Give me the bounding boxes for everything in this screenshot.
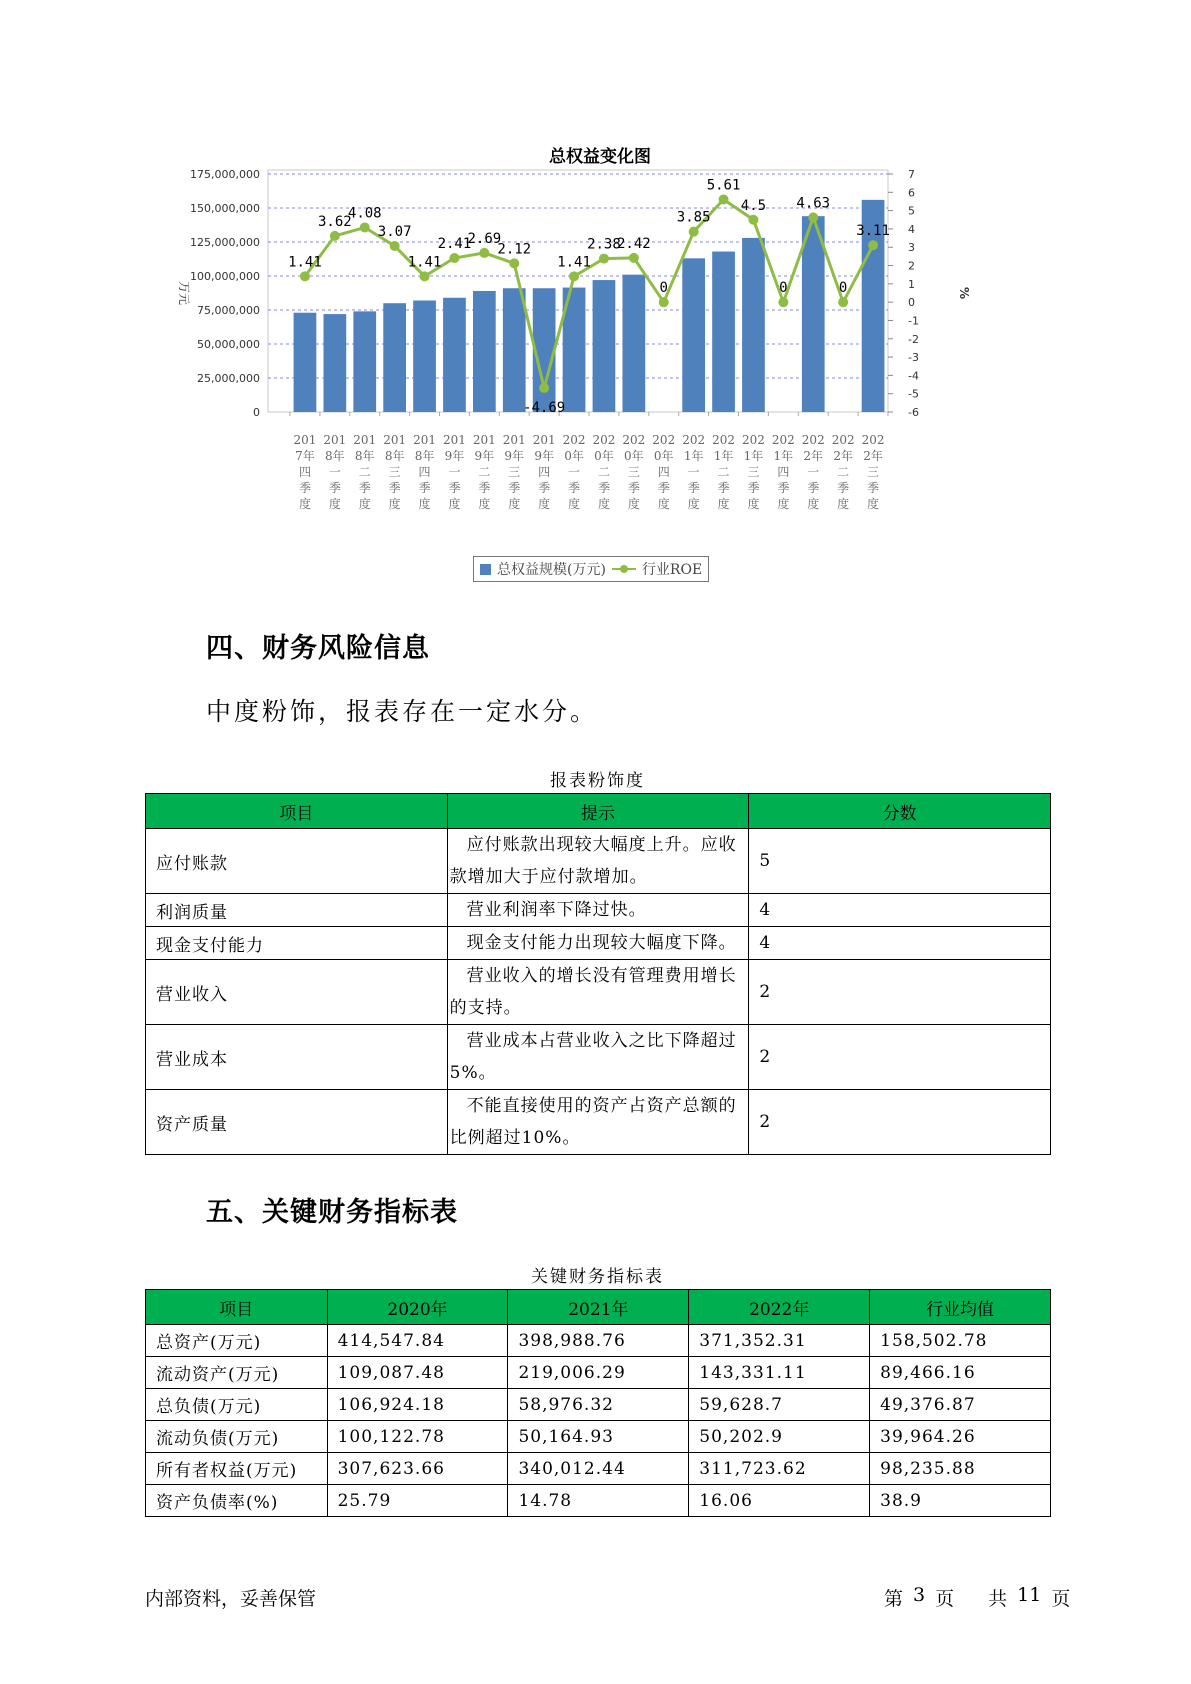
risk-table-header <box>146 794 1051 829</box>
x-category-label: 一 <box>807 465 820 479</box>
y2-tick-label: -4 <box>908 369 919 383</box>
y-tick-label: 150,000,000 <box>190 202 260 215</box>
risk-summary: 中度粉饰，报表存在一定水分。 <box>206 697 599 726</box>
risk-hint-cell <box>447 1025 749 1090</box>
x-category-label: 季 <box>597 481 610 495</box>
metrics-table-header <box>146 1290 1051 1325</box>
bar <box>593 280 616 412</box>
x-category-label: 三 <box>747 465 760 479</box>
bar <box>802 216 825 412</box>
x-category-label: 度 <box>388 497 401 511</box>
x-category-label: 2年 <box>803 449 824 463</box>
x-category-label: 季 <box>388 481 401 495</box>
x-category-label: 季 <box>777 481 790 495</box>
x-category-label: 201 <box>442 433 466 447</box>
x-category-label: 季 <box>328 481 341 495</box>
risk-score: 2 <box>749 960 1051 1025</box>
risk-item: 应付账款 <box>146 829 448 894</box>
risk-hint: 现金支付能力出现较大幅度下降。 <box>466 933 737 953</box>
bar <box>413 300 436 412</box>
risk-item: 资产质量 <box>146 1090 448 1155</box>
metric-value: 50,202.9 <box>689 1421 870 1453</box>
x-category-label: 度 <box>508 497 521 511</box>
x-category-label: 度 <box>627 497 640 511</box>
risk-item: 营业成本 <box>146 1025 448 1090</box>
roe-point <box>868 240 878 250</box>
equity-chart-svg <box>170 130 1030 600</box>
x-category-label: 一 <box>328 465 341 479</box>
legend-line-swatch <box>612 564 636 574</box>
x-category-label: 2年 <box>833 449 853 463</box>
metric-value: 39,964.26 <box>870 1421 1051 1453</box>
metric-name: 流动负债(万元) <box>146 1421 328 1453</box>
total-label: 共 <box>988 1588 1008 1610</box>
x-category-label: 7年 <box>295 449 315 463</box>
bar <box>323 314 346 412</box>
roe-data-label: 3.11 <box>856 223 890 240</box>
roe-point <box>509 258 519 268</box>
x-category-label: 度 <box>717 497 730 511</box>
metric-value: 100,122.78 <box>327 1421 508 1453</box>
x-category-label: 季 <box>657 481 670 495</box>
x-category-label: 度 <box>448 497 461 511</box>
roe-data-label: 3.85 <box>676 209 711 226</box>
x-category-label: 0年 <box>564 449 584 463</box>
metric-name: 所有者权益(万元) <box>146 1453 328 1485</box>
y2-tick-label: 4 <box>908 222 915 236</box>
legend-bar-swatch <box>480 564 491 575</box>
x-category-label: 季 <box>538 481 551 495</box>
metric-value: 158,502.78 <box>870 1325 1051 1357</box>
x-category-label: 一 <box>687 465 700 479</box>
bar <box>353 311 376 412</box>
roe-data-label: 2.69 <box>467 230 502 247</box>
x-category-label: 度 <box>657 497 670 511</box>
x-category-label: 季 <box>448 481 461 495</box>
risk-score: 4 <box>749 894 1051 927</box>
y2-tick-label: -2 <box>908 332 919 346</box>
x-category-label: 2年 <box>863 449 883 463</box>
x-category-label: 季 <box>747 481 760 495</box>
x-category-label: 季 <box>687 481 700 495</box>
y2-tick-label: -6 <box>908 406 919 419</box>
y2-tick-label: 7 <box>908 168 915 181</box>
risk-hint-cell <box>447 829 749 894</box>
chart-legend <box>473 556 709 582</box>
x-category-label: 1年 <box>743 449 764 463</box>
risk-hint-cell <box>447 1090 749 1155</box>
metric-value: 371,352.31 <box>689 1325 870 1357</box>
y2-tick-label: -5 <box>908 387 919 401</box>
x-category-label: 四 <box>538 465 551 479</box>
x-category-label: 度 <box>687 497 700 511</box>
y2-tick-label: 6 <box>908 186 915 200</box>
roe-data-label: 0 <box>659 280 668 297</box>
footer-page-info <box>884 1584 1070 1611</box>
risk-hint: 不能直接使用的资产占资产总额的比例超过10%。 <box>449 1096 737 1148</box>
roe-data-label: 2.38 <box>587 236 621 253</box>
x-category-label: 季 <box>807 481 820 495</box>
metric-value: 25.79 <box>327 1485 508 1517</box>
risk-row <box>146 829 1051 894</box>
x-category-label: 一 <box>448 465 461 479</box>
x-category-label: 季 <box>298 481 311 495</box>
roe-point <box>390 241 400 251</box>
bar <box>622 275 645 412</box>
roe-data-label: 2.41 <box>437 236 472 253</box>
roe-point <box>569 271 579 281</box>
x-category-label: 度 <box>358 497 371 511</box>
roe-data-label: 3.62 <box>317 213 352 230</box>
metric-value: 219,006.29 <box>508 1357 689 1389</box>
x-category-label: 度 <box>747 497 760 511</box>
legend-bar-label: 总权益规模(万元) <box>497 562 606 578</box>
x-category-label: 二 <box>478 465 491 479</box>
metric-name: 总负债(万元) <box>146 1389 328 1421</box>
x-category-label: 季 <box>867 481 880 495</box>
risk-hint: 营业收入的增长没有管理费用增长的支持。 <box>449 966 737 1018</box>
x-category-label: 202 <box>652 433 676 447</box>
y-tick-label: 125,000,000 <box>190 236 260 249</box>
roe-point <box>838 297 848 307</box>
risk-item: 营业收入 <box>146 960 448 1025</box>
x-category-label: 二 <box>358 465 371 479</box>
bar <box>712 252 735 412</box>
chart-title: 总权益变化图 <box>549 147 651 167</box>
x-category-label: 度 <box>538 497 551 511</box>
x-category-label: 202 <box>771 433 795 447</box>
x-category-label: 二 <box>837 465 850 479</box>
roe-data-label: 4.08 <box>347 205 382 222</box>
x-category-label: 度 <box>867 497 880 511</box>
roe-data-label: 5.61 <box>706 177 741 194</box>
risk-table-caption: 报表粉饰度 <box>550 771 645 791</box>
x-category-label: 202 <box>741 433 765 447</box>
x-category-label: 201 <box>502 433 526 447</box>
x-category-label: 0年 <box>653 449 674 463</box>
x-category-label: 度 <box>777 497 790 511</box>
metric-value: 58,976.32 <box>508 1389 689 1421</box>
legend-line-label: 行业ROE <box>641 562 703 578</box>
metrics-row <box>146 1325 1051 1357</box>
risk-table <box>145 793 1051 1155</box>
y2-tick-label: -3 <box>908 351 919 365</box>
x-category-label: 201 <box>383 433 407 447</box>
metric-value: 89,466.16 <box>870 1357 1051 1389</box>
metric-name: 流动资产(万元) <box>146 1357 328 1389</box>
x-category-label: 1年 <box>773 449 794 463</box>
y-tick-label: 25,000,000 <box>197 372 260 385</box>
header-2022: 2022年 <box>689 1290 870 1325</box>
metrics-table-caption: 关键财务指标表 <box>531 1267 664 1287</box>
risk-score: 2 <box>749 1025 1051 1090</box>
metrics-row <box>146 1485 1051 1517</box>
x-category-label: 度 <box>837 497 850 511</box>
equity-chart <box>170 130 1030 600</box>
y2-tick-label: 3 <box>908 241 915 255</box>
x-category-label: 202 <box>592 433 616 447</box>
x-category-label: 季 <box>717 481 730 495</box>
x-category-label: 201 <box>532 433 556 447</box>
x-category-label: 三 <box>867 465 880 479</box>
y2-tick-label: -1 <box>908 314 919 328</box>
x-category-label: 度 <box>418 497 431 511</box>
x-category-label: 202 <box>682 433 706 447</box>
x-category-label: 四 <box>657 465 670 479</box>
risk-row <box>146 1090 1051 1155</box>
bar <box>742 238 765 412</box>
header-2020: 2020年 <box>327 1290 508 1325</box>
x-category-label: 季 <box>837 481 850 495</box>
risk-score: 4 <box>749 927 1051 960</box>
x-category-label: 二 <box>717 465 730 479</box>
x-category-label: 三 <box>508 465 521 479</box>
roe-point <box>629 253 639 263</box>
roe-data-label: 1.41 <box>557 254 591 271</box>
bar <box>682 258 705 412</box>
x-category-label: 季 <box>627 481 640 495</box>
header-score: 分数 <box>749 794 1051 829</box>
x-category-label: 季 <box>478 481 491 495</box>
x-category-label: 9年 <box>474 449 495 463</box>
roe-point <box>659 297 669 307</box>
total-unit: 页 <box>1051 1588 1071 1610</box>
x-category-label: 201 <box>353 433 377 447</box>
roe-point <box>689 227 699 237</box>
metrics-table <box>145 1289 1051 1517</box>
x-category-label: 1年 <box>713 449 734 463</box>
y2-axis-label: % <box>957 286 971 300</box>
header-2021: 2021年 <box>508 1290 689 1325</box>
x-category-label: 9年 <box>534 449 554 463</box>
metric-value: 106,924.18 <box>327 1389 508 1421</box>
risk-row <box>146 894 1051 927</box>
roe-data-label: 4.63 <box>796 195 831 212</box>
x-category-label: 二 <box>597 465 610 479</box>
roe-point <box>778 297 788 307</box>
metrics-row <box>146 1421 1051 1453</box>
x-category-label: 8年 <box>325 449 345 463</box>
y2-tick-label: 1 <box>908 277 915 291</box>
header-item: 项目 <box>146 794 448 829</box>
risk-hint-cell <box>447 927 749 960</box>
metric-value: 14.78 <box>508 1485 689 1517</box>
metric-value: 38.9 <box>870 1485 1051 1517</box>
x-category-label: 9年 <box>504 449 525 463</box>
x-category-label: 四 <box>777 465 790 479</box>
roe-point <box>330 231 340 241</box>
x-category-label: 202 <box>712 433 736 447</box>
risk-score: 2 <box>749 1090 1051 1155</box>
metrics-row <box>146 1389 1051 1421</box>
x-category-label: 8年 <box>384 449 405 463</box>
x-category-label: 季 <box>418 481 431 495</box>
header-item: 项目 <box>146 1290 328 1325</box>
roe-point <box>420 271 430 281</box>
x-category-label: 度 <box>807 497 820 511</box>
x-category-label: 9年 <box>444 449 465 463</box>
metric-value: 16.06 <box>689 1485 870 1517</box>
risk-hint: 营业利润率下降过快。 <box>466 900 647 920</box>
x-category-label: 202 <box>831 433 855 447</box>
y-axis-label: 万元 <box>177 280 191 306</box>
x-category-label: 四 <box>298 465 311 479</box>
roe-data-label: 2.42 <box>616 235 651 252</box>
y-tick-label: 75,000,000 <box>197 304 260 317</box>
y-tick-label: 50,000,000 <box>197 338 260 351</box>
metric-value: 109,087.48 <box>327 1357 508 1389</box>
metric-value: 50,164.93 <box>508 1421 689 1453</box>
x-category-label: 202 <box>562 433 586 447</box>
risk-row <box>146 1025 1051 1090</box>
metric-value: 414,547.84 <box>327 1325 508 1357</box>
x-category-label: 8年 <box>414 449 435 463</box>
x-category-label: 度 <box>568 497 581 511</box>
x-category-label: 四 <box>418 465 431 479</box>
x-category-label: 季 <box>568 481 581 495</box>
roe-point <box>808 212 818 222</box>
metric-value: 340,012.44 <box>508 1453 689 1485</box>
x-category-label: 201 <box>323 433 347 447</box>
roe-data-label: 4.5 <box>740 197 767 214</box>
x-category-label: 度 <box>298 497 311 511</box>
risk-row <box>146 960 1051 1025</box>
x-category-label: 201 <box>293 433 317 447</box>
metric-name: 总资产(万元) <box>146 1325 328 1357</box>
roe-data-label: 2.12 <box>497 241 532 258</box>
x-category-label: 0年 <box>594 449 614 463</box>
x-category-label: 季 <box>508 481 521 495</box>
page-number: 3 <box>913 1584 926 1606</box>
roe-data-label: 0 <box>779 280 788 297</box>
x-category-label: 0年 <box>624 449 644 463</box>
roe-point <box>599 254 609 264</box>
footer-confidential: 内部资料，妥善保管 <box>145 1588 317 1610</box>
risk-hint: 应付账款出现较大幅度上升。应收款增加大于应付款增加。 <box>449 835 737 887</box>
roe-data-label: 1.41 <box>407 254 442 271</box>
header-hint: 提示 <box>447 794 749 829</box>
metrics-row <box>146 1453 1051 1485</box>
x-category-label: 度 <box>478 497 491 511</box>
x-category-label: 1年 <box>683 449 704 463</box>
roe-data-label: 1.41 <box>288 254 322 271</box>
metric-name: 资产负债率(%) <box>146 1485 328 1517</box>
metric-value: 398,988.76 <box>508 1325 689 1357</box>
x-category-label: 度 <box>597 497 610 511</box>
roe-point <box>449 253 459 263</box>
metric-value: 307,623.66 <box>327 1453 508 1485</box>
x-category-label: 201 <box>413 433 437 447</box>
risk-row <box>146 927 1051 960</box>
header-industry-avg: 行业均值 <box>870 1290 1051 1325</box>
bar <box>294 313 317 412</box>
y2-tick-label: 5 <box>908 204 915 218</box>
y-tick-label: 0 <box>253 406 260 419</box>
roe-point <box>479 248 489 258</box>
risk-hint-cell <box>447 960 749 1025</box>
roe-data-label: 0 <box>838 280 848 297</box>
metric-value: 49,376.87 <box>870 1389 1051 1421</box>
x-category-label: 季 <box>358 481 371 495</box>
metric-value: 59,628.7 <box>689 1389 870 1421</box>
section5-title: 五、关键财务指标表 <box>206 1197 458 1228</box>
x-category-label: 201 <box>472 433 496 447</box>
x-category-label: 三 <box>627 465 640 479</box>
roe-data-label: 3.07 <box>377 223 412 240</box>
y-tick-label: 100,000,000 <box>190 270 260 283</box>
metrics-row <box>146 1357 1051 1389</box>
total-pages: 11 <box>1017 1584 1042 1606</box>
roe-point <box>719 194 729 204</box>
roe-point <box>539 383 549 393</box>
section4-title: 四、财务风险信息 <box>206 633 430 664</box>
page-label: 第 <box>884 1588 904 1610</box>
risk-item: 利润质量 <box>146 894 448 927</box>
x-category-label: 一 <box>568 465 581 479</box>
risk-score: 5 <box>749 829 1051 894</box>
x-category-label: 8年 <box>354 449 375 463</box>
y-tick-label: 175,000,000 <box>190 168 260 181</box>
bar <box>473 291 496 412</box>
x-category-label: 202 <box>861 433 885 447</box>
x-category-label: 202 <box>801 433 825 447</box>
bar <box>503 288 526 412</box>
roe-point <box>748 215 758 225</box>
roe-data-label: -4.69 <box>523 400 566 417</box>
bar <box>443 298 466 412</box>
page-unit: 页 <box>935 1588 955 1610</box>
x-category-label: 度 <box>328 497 341 511</box>
x-category-label: 三 <box>388 465 401 479</box>
metric-value: 143,331.11 <box>689 1357 870 1389</box>
y2-tick-label: 0 <box>908 296 915 310</box>
risk-hint-cell <box>447 894 749 927</box>
x-category-label: 202 <box>622 433 646 447</box>
metric-value: 98,235.88 <box>870 1453 1051 1485</box>
bar <box>383 303 406 412</box>
y2-tick-label: 2 <box>908 259 915 273</box>
metric-value: 311,723.62 <box>689 1453 870 1485</box>
risk-item: 现金支付能力 <box>146 927 448 960</box>
roe-point <box>300 271 310 281</box>
roe-point <box>360 222 370 232</box>
risk-hint: 营业成本占营业收入之比下降超过5%。 <box>449 1031 737 1083</box>
